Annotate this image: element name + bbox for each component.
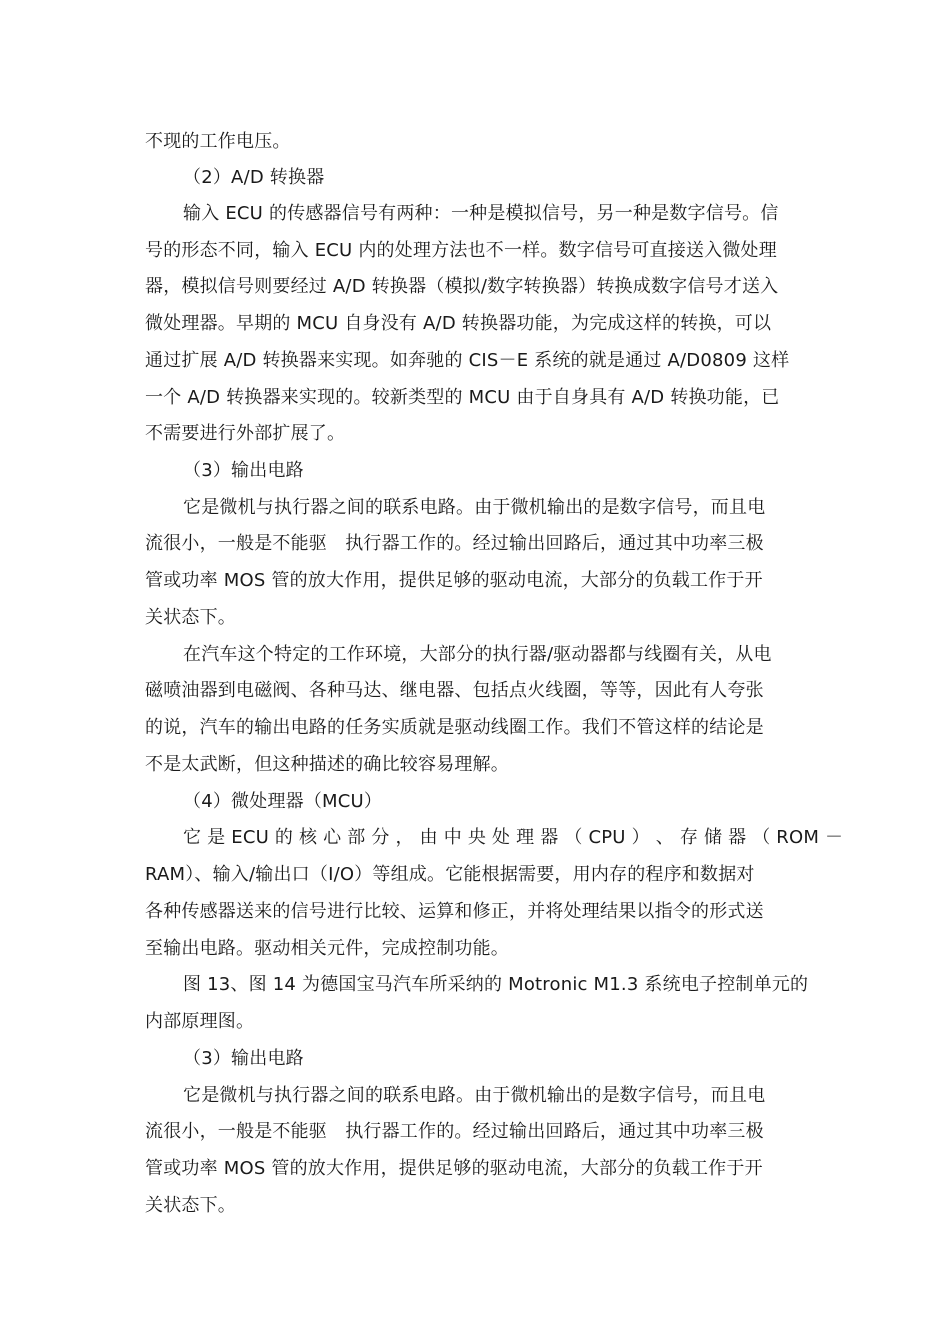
paragraph-line: 图 13、图 14 为德国宝马汽车所采纳的 Motronic M1.3 系统电子控制单元的 (183, 974, 809, 995)
paragraph-line: 磁喷油器到电磁阀、各种马达、继电器、包括点火线圈，等等，因此有人夸张 (145, 680, 764, 701)
paragraph-line: 流很小，一般是不能驱 执行器工作的。经过输出回路后，通过其中功率三极 (145, 1121, 764, 1142)
paragraph-line: 不是太武断，但这种描述的确比较容易理解。 (145, 754, 509, 775)
paragraph-line: RAM）、输入/输出口（I/O）等组成。它能根据需要，用内存的程序和数据对 (145, 864, 755, 885)
paragraph-line: 内部原理图。 (145, 1011, 255, 1032)
section-heading: （3）输出电路 (183, 1048, 304, 1069)
paragraph-line: 不现的工作电压。 (145, 131, 291, 152)
paragraph-line: 的说，汽车的输出电路的任务实质就是驱动线圈工作。我们不管这样的结论是 (145, 717, 764, 738)
paragraph-line: 管或功率 MOS 管的放大作用，提供足够的驱动电流，大部分的负载工作于开 (145, 570, 763, 591)
section-heading: （3）输出电路 (183, 460, 304, 481)
paragraph-line: 各种传感器送来的信号进行比较、运算和修正，并将处理结果以指令的形式送 (145, 901, 764, 922)
paragraph-line: 管或功率 MOS 管的放大作用，提供足够的驱动电流，大部分的负载工作于开 (145, 1158, 763, 1179)
paragraph-line: 通过扩展 A/D 转换器来实现。如奔驰的 CIS－E 系统的就是通过 A/D0809 这样 (145, 350, 790, 371)
paragraph-line: 输入 ECU 的传感器信号有两种：一种是模拟信号，另一种是数字信号。信 (183, 203, 779, 224)
paragraph-line: 一个 A/D 转换器来实现的。较新类型的 MCU 由于自身具有 A/D 转换功能，已 (145, 387, 780, 408)
paragraph-line: 至输出电路。驱动相关元件，完成控制功能。 (145, 938, 509, 959)
paragraph-line: 关状态下。 (145, 607, 236, 628)
paragraph-line: 它 是 ECU 的 核 心 部 分 ， 由 中 央 处 理 器 （ CPU ） 、 存 储 器 （ ROM － (183, 827, 844, 848)
paragraph-line: 在汽车这个特定的工作环境，大部分的执行器/驱动器都与线圈有关，从电 (183, 644, 772, 665)
paragraph-line: 器，模拟信号则要经过 A/D 转换器（模拟/数字转换器）转换成数字信号才送入 (145, 276, 779, 297)
paragraph-line: 流很小，一般是不能驱 执行器工作的。经过输出回路后，通过其中功率三极 (145, 533, 764, 554)
paragraph-line: 它是微机与执行器之间的联系电路。由于微机输出的是数字信号，而且电 (183, 497, 766, 518)
paragraph-line: 不需要进行外部扩展了。 (145, 423, 346, 444)
section-heading: （2）A/D 转换器 (183, 167, 325, 188)
paragraph-line: 微处理器。早期的 MCU 自身没有 A/D 转换器功能，为完成这样的转换，可以 (145, 313, 772, 334)
paragraph-line: 它是微机与执行器之间的联系电路。由于微机输出的是数字信号，而且电 (183, 1085, 766, 1106)
section-heading: （4）微处理器（MCU） (183, 791, 383, 812)
paragraph-line: 号的形态不同，输入 ECU 内的处理方法也不一样。数字信号可直接送入微处理 (145, 240, 777, 261)
paragraph-line: 关状态下。 (145, 1195, 236, 1216)
